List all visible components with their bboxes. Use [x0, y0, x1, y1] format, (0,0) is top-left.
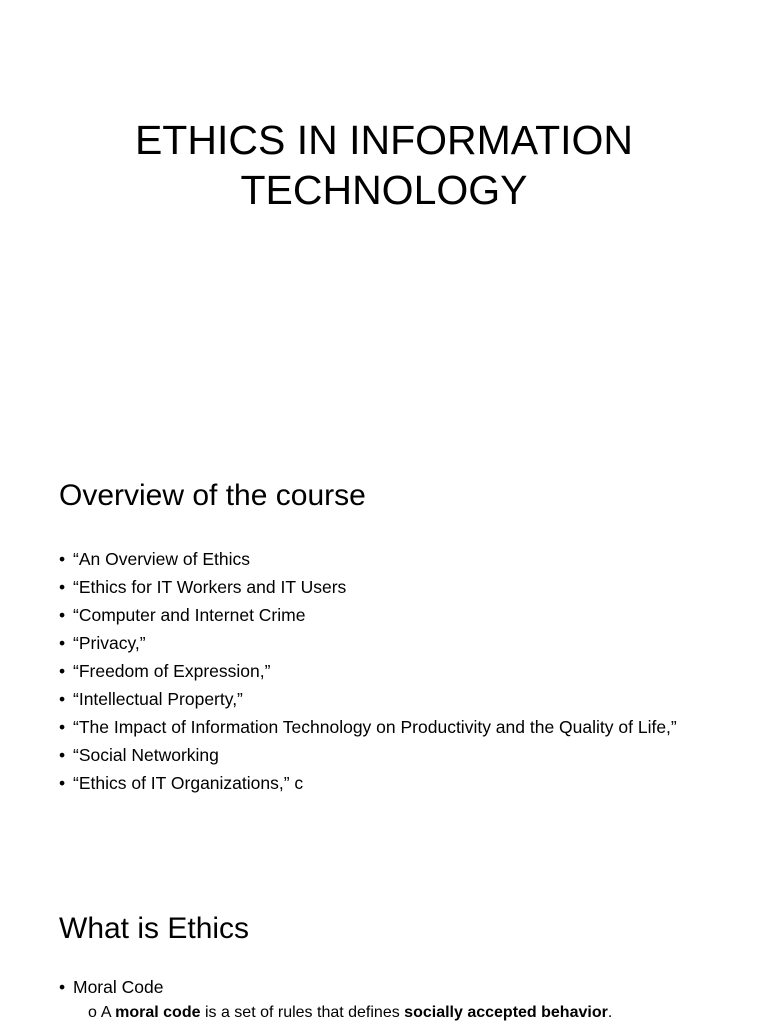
bullet-icon: • — [59, 977, 66, 997]
definition-prefix: A — [100, 1004, 116, 1021]
list-item-text: “Ethics for IT Workers and IT Users — [73, 577, 347, 597]
overview-list — [59, 549, 719, 801]
definition-emphasis: socially accepted behavior — [404, 1004, 608, 1021]
definition-suffix: . — [607, 1004, 613, 1021]
list-item-text: “Privacy,” — [73, 633, 146, 653]
list-item-text: “Ethics of IT Organizations,” c — [73, 773, 304, 793]
list-item-text: “Intellectual Property,” — [73, 689, 243, 709]
list-item — [59, 773, 719, 793]
slide-title — [0, 115, 768, 215]
bullet-icon: • — [59, 605, 66, 625]
title-line-2: TECHNOLOGY — [240, 167, 528, 213]
definition-term: moral code — [115, 1004, 201, 1021]
bullet-icon: • — [59, 689, 66, 709]
list-item — [59, 605, 719, 625]
list-item-text: “Social Networking — [73, 745, 219, 765]
list-item — [59, 661, 719, 681]
list-item — [59, 745, 719, 765]
bullet-icon: • — [59, 745, 66, 765]
moral-code-definition — [88, 1003, 612, 1023]
list-item — [59, 577, 719, 597]
list-item-text: “Freedom of Expression,” — [73, 661, 271, 681]
list-item-text: Moral Code — [73, 977, 164, 997]
list-item — [59, 549, 719, 569]
definition-middle: is a set of rules that defines — [200, 1004, 405, 1021]
ethics-heading: What is Ethics — [59, 912, 250, 945]
list-item-text: “Computer and Internet Crime — [73, 605, 306, 625]
bullet-icon: • — [59, 577, 66, 597]
bullet-icon: • — [59, 549, 66, 569]
list-item — [59, 977, 719, 997]
bullet-icon: • — [59, 633, 66, 653]
list-item — [59, 717, 719, 737]
bullet-icon: • — [59, 661, 66, 681]
bullet-icon: • — [59, 717, 66, 737]
list-item-text: “An Overview of Ethics — [73, 549, 250, 569]
list-item — [59, 633, 719, 653]
bullet-icon: • — [59, 773, 66, 793]
title-line-1: ETHICS IN INFORMATION — [134, 117, 634, 163]
circle-bullet-icon: o — [88, 1004, 97, 1021]
ethics-list — [59, 977, 719, 1005]
overview-heading: Overview of the course — [59, 479, 366, 512]
list-item-text: “The Impact of Information Technology on Productivity and the Quality of Life,” — [73, 717, 677, 737]
list-item — [59, 689, 719, 709]
